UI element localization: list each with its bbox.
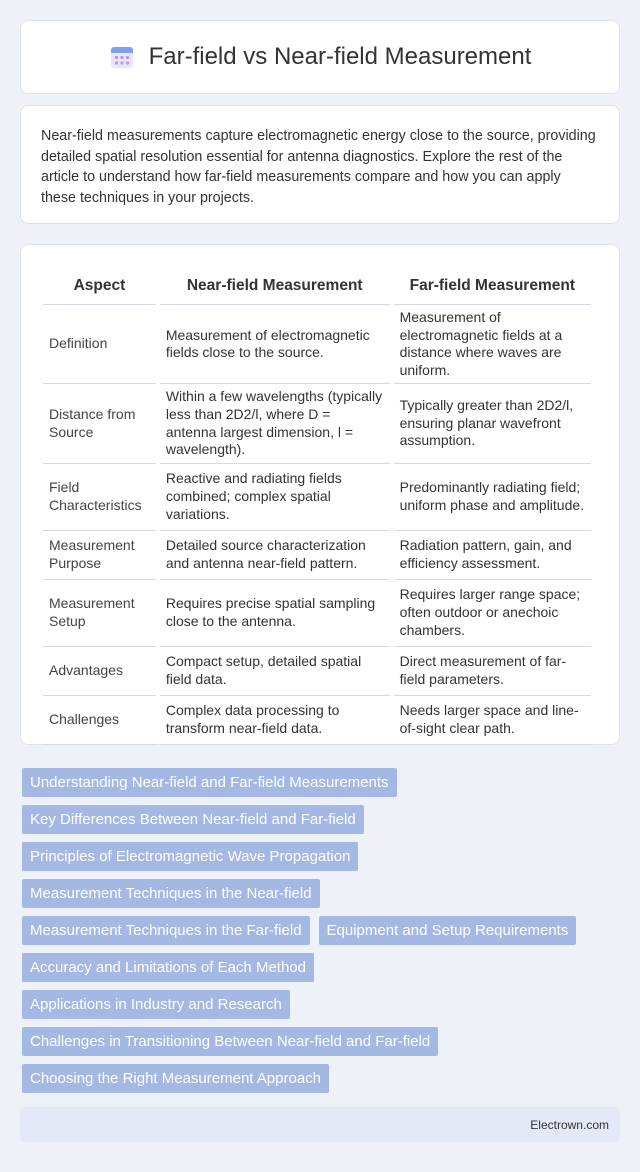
table-row — [43, 696, 591, 745]
table-cell-far-field: Needs larger space and line-of-sight clear path. — [394, 696, 591, 745]
topic-link[interactable]: Principles of Electromagnetic Wave Propagation — [22, 842, 358, 871]
table-cell-far-field: Radiation pattern, gain, and efficiency assessment. — [394, 531, 591, 580]
topic-link[interactable]: Accuracy and Limitations of Each Method — [22, 953, 314, 982]
topic-link[interactable]: Choosing the Right Measurement Approach — [22, 1064, 329, 1093]
topic-link[interactable]: Key Differences Between Near-field and Far-field — [22, 805, 364, 834]
table-row — [43, 531, 591, 580]
table-cell-near-field: Measurement of electromagnetic fields close to the source. — [160, 305, 390, 384]
table-cell-aspect: Challenges — [43, 696, 156, 745]
table-cell-near-field: Compact setup, detailed spatial field data. — [160, 647, 390, 696]
column-header-near-field: Near-field Measurement — [160, 263, 390, 305]
column-header-aspect: Aspect — [43, 263, 156, 305]
topic-row — [22, 768, 622, 797]
topic-row — [22, 990, 622, 1019]
table-cell-near-field: Detailed source characterization and antenna near-field pattern. — [160, 531, 390, 580]
table-cell-far-field: Measurement of electromagnetic fields at a distance where waves are uniform. — [394, 305, 591, 384]
table-row — [43, 647, 591, 696]
table-row — [43, 580, 591, 647]
table-cell-aspect: Field Characteristics — [43, 464, 156, 531]
topic-link[interactable]: Challenges in Transitioning Between Near-field and Far-field — [22, 1027, 438, 1056]
topic-link[interactable]: Applications in Industry and Research — [22, 990, 290, 1019]
topic-row — [22, 916, 622, 945]
comparison-table-card — [20, 244, 620, 745]
table-cell-aspect: Advantages — [43, 647, 156, 696]
header-card — [20, 20, 620, 94]
table-row — [43, 464, 591, 531]
intro-card — [20, 105, 620, 224]
table-cell-near-field: Reactive and radiating fields combined; complex spatial variations. — [160, 464, 390, 531]
table-cell-far-field: Direct measurement of far-field parameters. — [394, 647, 591, 696]
topic-row — [22, 805, 622, 834]
table-cell-far-field: Requires larger range space; often outdoor or anechoic chambers. — [394, 580, 591, 647]
table-cell-aspect: Definition — [43, 305, 156, 384]
title-wrap — [109, 43, 532, 71]
table-row — [43, 305, 591, 384]
table-cell-far-field: Typically greater than 2D2/l, ensuring planar wavefront assumption. — [394, 384, 591, 463]
intro-paragraph: Near-field measurements capture electromagnetic energy close to the source, providing detailed spatial resolution essential for antenna diagnostics. Explore the rest of the article to understand how far-field measurements compare and how you can apply these techniques in your projects. — [41, 128, 596, 206]
table-cell-near-field: Requires precise spatial sampling close to the antenna. — [160, 580, 390, 647]
comparison-table — [39, 263, 595, 745]
table-cell-aspect: Measurement Setup — [43, 580, 156, 647]
topic-row — [22, 879, 622, 908]
footer-site-name[interactable]: Electrown.com — [530, 1117, 609, 1132]
related-topics — [22, 768, 622, 1101]
table-row — [43, 384, 591, 463]
table-header-row — [43, 263, 591, 305]
table-cell-aspect: Measurement Purpose — [43, 531, 156, 580]
topic-row — [22, 953, 622, 982]
table-cell-far-field: Predominantly radiating field; uniform phase and amplitude. — [394, 464, 591, 531]
topic-link[interactable]: Equipment and Setup Requirements — [319, 916, 577, 945]
topic-link[interactable]: Measurement Techniques in the Near-field — [22, 879, 320, 908]
topic-row — [22, 1027, 622, 1056]
calendar-icon — [109, 44, 135, 70]
table-cell-near-field: Within a few wavelengths (typically less than 2D2/l, where D = antenna largest dimension, l = wavelength). — [160, 384, 390, 463]
column-header-far-field: Far-field Measurement — [394, 263, 591, 305]
topic-link[interactable]: Measurement Techniques in the Far-field — [22, 916, 310, 945]
footer — [20, 1107, 620, 1142]
table-cell-aspect: Distance from Source — [43, 384, 156, 463]
page-title: Far-field vs Near-field Measurement — [148, 43, 532, 70]
topic-row — [22, 1064, 622, 1093]
topic-link[interactable]: Understanding Near-field and Far-field Measurements — [22, 768, 397, 797]
topic-row — [22, 842, 622, 871]
table-cell-near-field: Complex data processing to transform near-field data. — [160, 696, 390, 745]
